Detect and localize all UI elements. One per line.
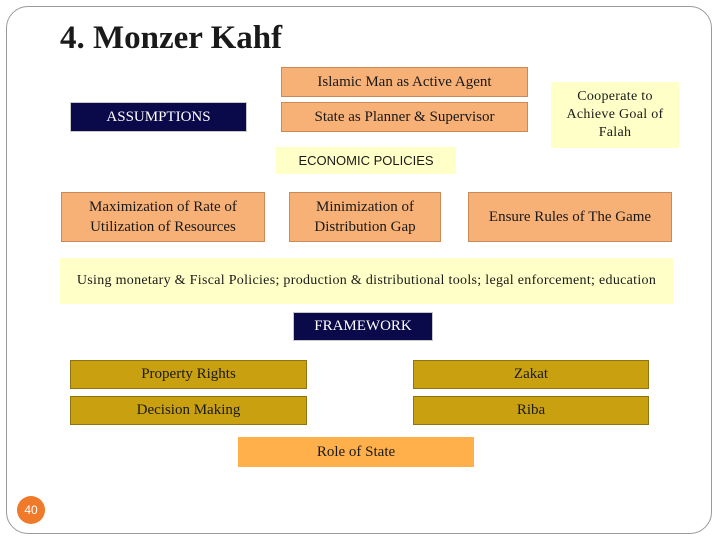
policy-rules-of-game: Ensure Rules of The Game xyxy=(468,192,672,242)
framework-zakat: Zakat xyxy=(413,360,649,389)
goal-falah-box: Cooperate to Achieve Goal of Falah xyxy=(551,82,679,148)
framework-role-of-state: Role of State xyxy=(238,437,474,467)
policy-tools-box: Using monetary & Fiscal Policies; production & distributional tools; legal enforcement; education xyxy=(60,258,673,304)
slide-title: 4. Monzer Kahf xyxy=(60,20,283,56)
framework-decision-making: Decision Making xyxy=(70,396,307,425)
assumption-active-agent: Islamic Man as Active Agent xyxy=(281,67,528,97)
slide-number-badge: 40 xyxy=(17,496,45,524)
policy-minimization: Minimization of Distribution Gap xyxy=(289,192,441,242)
assumption-state-planner: State as Planner & Supervisor xyxy=(281,102,528,132)
assumptions-label: ASSUMPTIONS xyxy=(70,102,247,132)
framework-riba: Riba xyxy=(413,396,649,425)
framework-property-rights: Property Rights xyxy=(70,360,307,389)
framework-label: FRAMEWORK xyxy=(293,312,433,341)
economic-policies-label: ECONOMIC POLICIES xyxy=(276,147,456,174)
policy-maximization: Maximization of Rate of Utilization of Resources xyxy=(61,192,265,242)
